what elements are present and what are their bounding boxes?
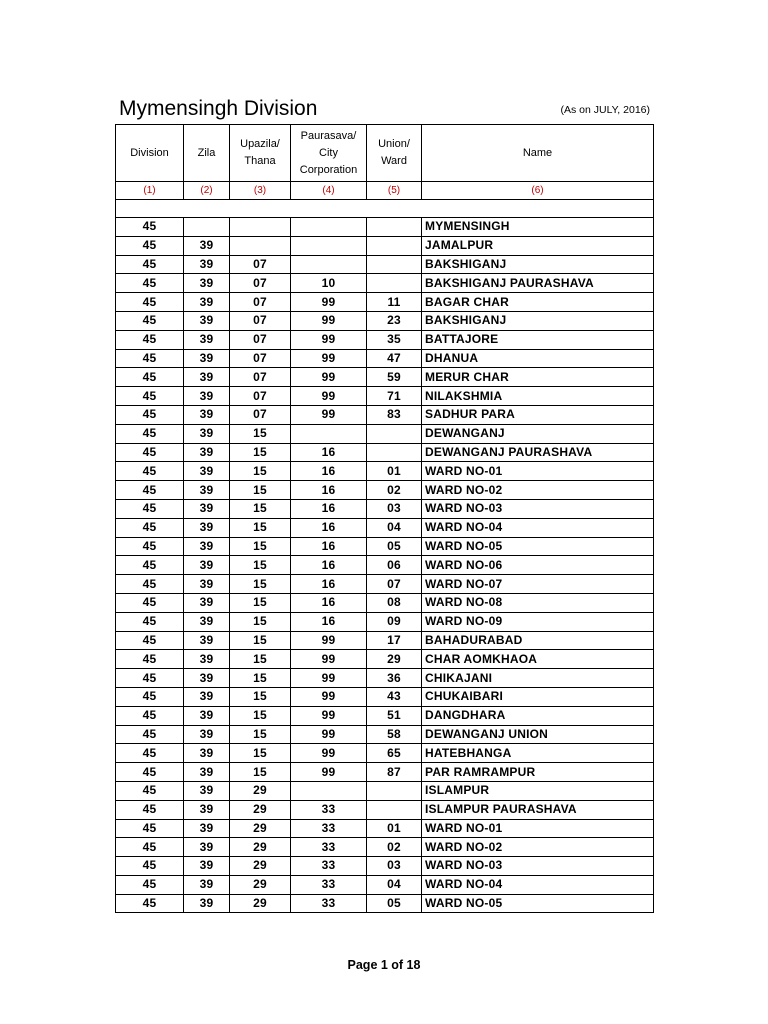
name-cell: WARD NO-01: [422, 462, 654, 481]
union-cell: 04: [367, 875, 422, 894]
upazila-cell: 15: [230, 518, 291, 537]
paurasava-cell: 99: [291, 650, 367, 669]
division-cell: 45: [116, 575, 184, 594]
division-cell: 45: [116, 387, 184, 406]
zila-cell: 39: [184, 368, 230, 387]
zila-cell: 39: [184, 819, 230, 838]
union-cell: 07: [367, 575, 422, 594]
union-cell: 01: [367, 819, 422, 838]
upazila-cell: 15: [230, 575, 291, 594]
union-cell: 43: [367, 687, 422, 706]
upazila-cell: 07: [230, 368, 291, 387]
name-cell: CHUKAIBARI: [422, 687, 654, 706]
name-cell: BAGAR CHAR: [422, 293, 654, 312]
col-number: (6): [422, 182, 654, 200]
union-cell: 71: [367, 387, 422, 406]
name-cell: ISLAMPUR: [422, 781, 654, 800]
as-on-date: (As on JULY, 2016): [560, 104, 650, 116]
upazila-cell: 15: [230, 593, 291, 612]
division-cell: 45: [116, 424, 184, 443]
upazila-cell: 15: [230, 481, 291, 500]
union-cell: [367, 424, 422, 443]
upazila-cell: 07: [230, 349, 291, 368]
union-cell: 11: [367, 293, 422, 312]
col-number: (2): [184, 182, 230, 200]
name-cell: WARD NO-02: [422, 838, 654, 857]
division-cell: 45: [116, 518, 184, 537]
union-cell: 06: [367, 556, 422, 575]
paurasava-cell: 16: [291, 462, 367, 481]
name-cell: CHAR AOMKHAOA: [422, 650, 654, 669]
table-row: [116, 218, 654, 237]
upazila-cell: 07: [230, 274, 291, 293]
table-row: [116, 838, 654, 857]
table-row: [116, 819, 654, 838]
union-cell: 03: [367, 499, 422, 518]
union-cell: [367, 236, 422, 255]
table-body: [116, 218, 654, 913]
zila-cell: 39: [184, 763, 230, 782]
paurasava-cell: 33: [291, 894, 367, 913]
table-row: [116, 405, 654, 424]
col-number: (3): [230, 182, 291, 200]
name-cell: PAR RAMRAMPUR: [422, 763, 654, 782]
division-cell: 45: [116, 800, 184, 819]
zila-cell: 39: [184, 236, 230, 255]
union-cell: 01: [367, 462, 422, 481]
table-row: [116, 462, 654, 481]
table-row: [116, 612, 654, 631]
division-cell: 45: [116, 669, 184, 688]
upazila-cell: 29: [230, 819, 291, 838]
paurasava-cell: [291, 236, 367, 255]
upazila-cell: [230, 236, 291, 255]
zila-cell: 39: [184, 443, 230, 462]
union-cell: 09: [367, 612, 422, 631]
division-cell: 45: [116, 462, 184, 481]
union-cell: 02: [367, 481, 422, 500]
division-cell: 45: [116, 593, 184, 612]
table-row: [116, 706, 654, 725]
division-cell: 45: [116, 838, 184, 857]
union-cell: [367, 443, 422, 462]
union-cell: 05: [367, 894, 422, 913]
paurasava-cell: 99: [291, 311, 367, 330]
upazila-cell: 15: [230, 443, 291, 462]
zila-cell: 39: [184, 481, 230, 500]
zila-cell: [184, 218, 230, 237]
table-row: [116, 894, 654, 913]
paurasava-cell: 16: [291, 443, 367, 462]
name-cell: WARD NO-02: [422, 481, 654, 500]
paurasava-cell: [291, 218, 367, 237]
paurasava-cell: 16: [291, 481, 367, 500]
name-cell: WARD NO-05: [422, 894, 654, 913]
header-row: [116, 125, 654, 182]
table-row: [116, 349, 654, 368]
table-row: [116, 781, 654, 800]
zila-cell: 39: [184, 424, 230, 443]
zila-cell: 39: [184, 330, 230, 349]
name-cell: BAHADURABAD: [422, 631, 654, 650]
paurasava-cell: 33: [291, 857, 367, 876]
paurasava-cell: 99: [291, 725, 367, 744]
name-cell: DEWANGANJ: [422, 424, 654, 443]
name-cell: MERUR CHAR: [422, 368, 654, 387]
upazila-cell: 07: [230, 255, 291, 274]
table-row: [116, 368, 654, 387]
zila-cell: 39: [184, 631, 230, 650]
table-row: [116, 424, 654, 443]
division-cell: 45: [116, 631, 184, 650]
division-cell: 45: [116, 875, 184, 894]
zila-cell: 39: [184, 687, 230, 706]
table-row: [116, 537, 654, 556]
zila-cell: 39: [184, 800, 230, 819]
table-row: [116, 481, 654, 500]
union-cell: 36: [367, 669, 422, 688]
table-row: [116, 687, 654, 706]
name-cell: WARD NO-04: [422, 518, 654, 537]
name-cell: CHIKAJANI: [422, 669, 654, 688]
table-row: [116, 800, 654, 819]
union-cell: 05: [367, 537, 422, 556]
division-cell: 45: [116, 857, 184, 876]
division-cell: 45: [116, 443, 184, 462]
zila-cell: 39: [184, 274, 230, 293]
division-cell: 45: [116, 744, 184, 763]
table-row: [116, 387, 654, 406]
zila-cell: 39: [184, 537, 230, 556]
table-row: [116, 725, 654, 744]
name-cell: MYMENSINGH: [422, 218, 654, 237]
table-row: [116, 274, 654, 293]
upazila-cell: 15: [230, 687, 291, 706]
union-cell: [367, 255, 422, 274]
division-cell: 45: [116, 725, 184, 744]
paurasava-cell: 33: [291, 838, 367, 857]
division-cell: 45: [116, 255, 184, 274]
name-cell: WARD NO-08: [422, 593, 654, 612]
division-cell: 45: [116, 368, 184, 387]
upazila-cell: 15: [230, 763, 291, 782]
table-row: [116, 763, 654, 782]
union-cell: [367, 218, 422, 237]
paurasava-cell: 16: [291, 537, 367, 556]
division-cell: 45: [116, 236, 184, 255]
name-cell: HATEBHANGA: [422, 744, 654, 763]
paurasava-cell: [291, 255, 367, 274]
zila-cell: 39: [184, 405, 230, 424]
union-cell: 83: [367, 405, 422, 424]
table-row: [116, 499, 654, 518]
paurasava-cell: [291, 781, 367, 800]
name-cell: DHANUA: [422, 349, 654, 368]
name-cell: WARD NO-04: [422, 875, 654, 894]
division-cell: 45: [116, 706, 184, 725]
union-cell: 29: [367, 650, 422, 669]
name-cell: WARD NO-07: [422, 575, 654, 594]
division-cell: 45: [116, 349, 184, 368]
division-cell: 45: [116, 537, 184, 556]
paurasava-cell: 10: [291, 274, 367, 293]
paurasava-cell: 99: [291, 368, 367, 387]
table-row: [116, 293, 654, 312]
paurasava-cell: 99: [291, 405, 367, 424]
upazila-cell: 29: [230, 781, 291, 800]
table-row: [116, 631, 654, 650]
upazila-cell: 07: [230, 311, 291, 330]
table-row: [116, 518, 654, 537]
paurasava-cell: 33: [291, 819, 367, 838]
union-cell: 02: [367, 838, 422, 857]
paurasava-cell: 99: [291, 349, 367, 368]
upazila-cell: 15: [230, 725, 291, 744]
upazila-cell: 15: [230, 556, 291, 575]
name-cell: WARD NO-03: [422, 499, 654, 518]
header-name: Name: [422, 125, 654, 182]
col-number: (1): [116, 182, 184, 200]
division-cell: 45: [116, 650, 184, 669]
division-table: [115, 124, 654, 913]
paurasava-cell: 99: [291, 687, 367, 706]
col-number: (4): [291, 182, 367, 200]
paurasava-cell: 99: [291, 669, 367, 688]
header-zila: Zila: [184, 125, 230, 182]
name-cell: WARD NO-06: [422, 556, 654, 575]
union-cell: [367, 800, 422, 819]
upazila-cell: 07: [230, 405, 291, 424]
union-cell: 03: [367, 857, 422, 876]
blank-row: [116, 200, 654, 218]
paurasava-cell: 99: [291, 763, 367, 782]
zila-cell: 39: [184, 650, 230, 669]
zila-cell: 39: [184, 349, 230, 368]
paurasava-cell: 99: [291, 744, 367, 763]
page-footer: Page 1 of 18: [347, 958, 421, 972]
name-cell: NILAKSHMIA: [422, 387, 654, 406]
upazila-cell: 07: [230, 293, 291, 312]
union-cell: 04: [367, 518, 422, 537]
name-cell: JAMALPUR: [422, 236, 654, 255]
union-cell: [367, 274, 422, 293]
name-cell: BAKSHIGANJ PAURASHAVA: [422, 274, 654, 293]
upazila-cell: 15: [230, 537, 291, 556]
table-row: [116, 669, 654, 688]
table-row: [116, 875, 654, 894]
table-row: [116, 857, 654, 876]
upazila-cell: 15: [230, 424, 291, 443]
table-row: [116, 330, 654, 349]
zila-cell: 39: [184, 725, 230, 744]
paurasava-cell: 16: [291, 518, 367, 537]
table-row: [116, 650, 654, 669]
upazila-cell: 29: [230, 800, 291, 819]
name-cell: WARD NO-09: [422, 612, 654, 631]
zila-cell: 39: [184, 593, 230, 612]
union-cell: 08: [367, 593, 422, 612]
union-cell: 35: [367, 330, 422, 349]
zila-cell: 39: [184, 556, 230, 575]
header-division: Division: [116, 125, 184, 182]
paurasava-cell: 33: [291, 800, 367, 819]
division-cell: 45: [116, 499, 184, 518]
blank-cell: [116, 200, 654, 218]
zila-cell: 39: [184, 499, 230, 518]
paurasava-cell: 33: [291, 875, 367, 894]
division-cell: 45: [116, 687, 184, 706]
division-cell: 45: [116, 293, 184, 312]
name-cell: SADHUR PARA: [422, 405, 654, 424]
zila-cell: 39: [184, 781, 230, 800]
paurasava-cell: 16: [291, 499, 367, 518]
zila-cell: 39: [184, 669, 230, 688]
union-cell: 58: [367, 725, 422, 744]
paurasava-cell: [291, 424, 367, 443]
zila-cell: 39: [184, 875, 230, 894]
upazila-cell: 15: [230, 669, 291, 688]
paurasava-cell: 99: [291, 293, 367, 312]
division-cell: 45: [116, 274, 184, 293]
division-cell: 45: [116, 330, 184, 349]
upazila-cell: 29: [230, 875, 291, 894]
name-cell: ISLAMPUR PAURASHAVA: [422, 800, 654, 819]
name-cell: DANGDHARA: [422, 706, 654, 725]
upazila-cell: 15: [230, 612, 291, 631]
name-cell: BATTAJORE: [422, 330, 654, 349]
upazila-cell: 29: [230, 838, 291, 857]
zila-cell: 39: [184, 894, 230, 913]
table-row: [116, 443, 654, 462]
upazila-cell: 15: [230, 706, 291, 725]
zila-cell: 39: [184, 255, 230, 274]
zila-cell: 39: [184, 575, 230, 594]
division-cell: 45: [116, 819, 184, 838]
union-cell: 23: [367, 311, 422, 330]
table-row: [116, 311, 654, 330]
division-cell: 45: [116, 218, 184, 237]
zila-cell: 39: [184, 857, 230, 876]
upazila-cell: 07: [230, 387, 291, 406]
union-cell: 87: [367, 763, 422, 782]
name-cell: BAKSHIGANJ: [422, 255, 654, 274]
table-row: [116, 255, 654, 274]
title-row: [119, 96, 653, 122]
division-cell: 45: [116, 894, 184, 913]
table-row: [116, 593, 654, 612]
zila-cell: 39: [184, 744, 230, 763]
paurasava-cell: 99: [291, 706, 367, 725]
paurasava-cell: 16: [291, 556, 367, 575]
upazila-cell: 29: [230, 894, 291, 913]
union-cell: 65: [367, 744, 422, 763]
division-cell: 45: [116, 311, 184, 330]
paurasava-cell: 99: [291, 387, 367, 406]
col-number: (5): [367, 182, 422, 200]
table-row: [116, 744, 654, 763]
upazila-cell: 15: [230, 462, 291, 481]
upazila-cell: 07: [230, 330, 291, 349]
division-cell: 45: [116, 612, 184, 631]
page-title: Mymensingh Division: [119, 97, 318, 120]
upazila-cell: [230, 218, 291, 237]
name-cell: DEWANGANJ PAURASHAVA: [422, 443, 654, 462]
upazila-cell: 29: [230, 857, 291, 876]
name-cell: DEWANGANJ UNION: [422, 725, 654, 744]
zila-cell: 39: [184, 706, 230, 725]
paurasava-cell: 16: [291, 575, 367, 594]
upazila-cell: 15: [230, 499, 291, 518]
header-paurasava: Paurasava/ City Corporation: [291, 125, 367, 182]
paurasava-cell: 16: [291, 612, 367, 631]
zila-cell: 39: [184, 311, 230, 330]
upazila-cell: 15: [230, 631, 291, 650]
name-cell: WARD NO-03: [422, 857, 654, 876]
union-cell: 17: [367, 631, 422, 650]
zila-cell: 39: [184, 462, 230, 481]
union-cell: 47: [367, 349, 422, 368]
table-row: [116, 556, 654, 575]
division-cell: 45: [116, 781, 184, 800]
name-cell: WARD NO-05: [422, 537, 654, 556]
name-cell: BAKSHIGANJ: [422, 311, 654, 330]
table-row: [116, 236, 654, 255]
paurasava-cell: 99: [291, 631, 367, 650]
union-cell: 51: [367, 706, 422, 725]
division-cell: 45: [116, 763, 184, 782]
table-row: [116, 575, 654, 594]
name-cell: WARD NO-01: [422, 819, 654, 838]
division-cell: 45: [116, 556, 184, 575]
zila-cell: 39: [184, 838, 230, 857]
union-cell: [367, 781, 422, 800]
header-upazila: Upazila/ Thana: [230, 125, 291, 182]
column-number-row: [116, 182, 654, 200]
zila-cell: 39: [184, 518, 230, 537]
zila-cell: 39: [184, 293, 230, 312]
zila-cell: 39: [184, 387, 230, 406]
union-cell: 59: [367, 368, 422, 387]
paurasava-cell: 16: [291, 593, 367, 612]
header-union: Union/ Ward: [367, 125, 422, 182]
upazila-cell: 15: [230, 650, 291, 669]
division-cell: 45: [116, 481, 184, 500]
zila-cell: 39: [184, 612, 230, 631]
upazila-cell: 15: [230, 744, 291, 763]
paurasava-cell: 99: [291, 330, 367, 349]
division-cell: 45: [116, 405, 184, 424]
